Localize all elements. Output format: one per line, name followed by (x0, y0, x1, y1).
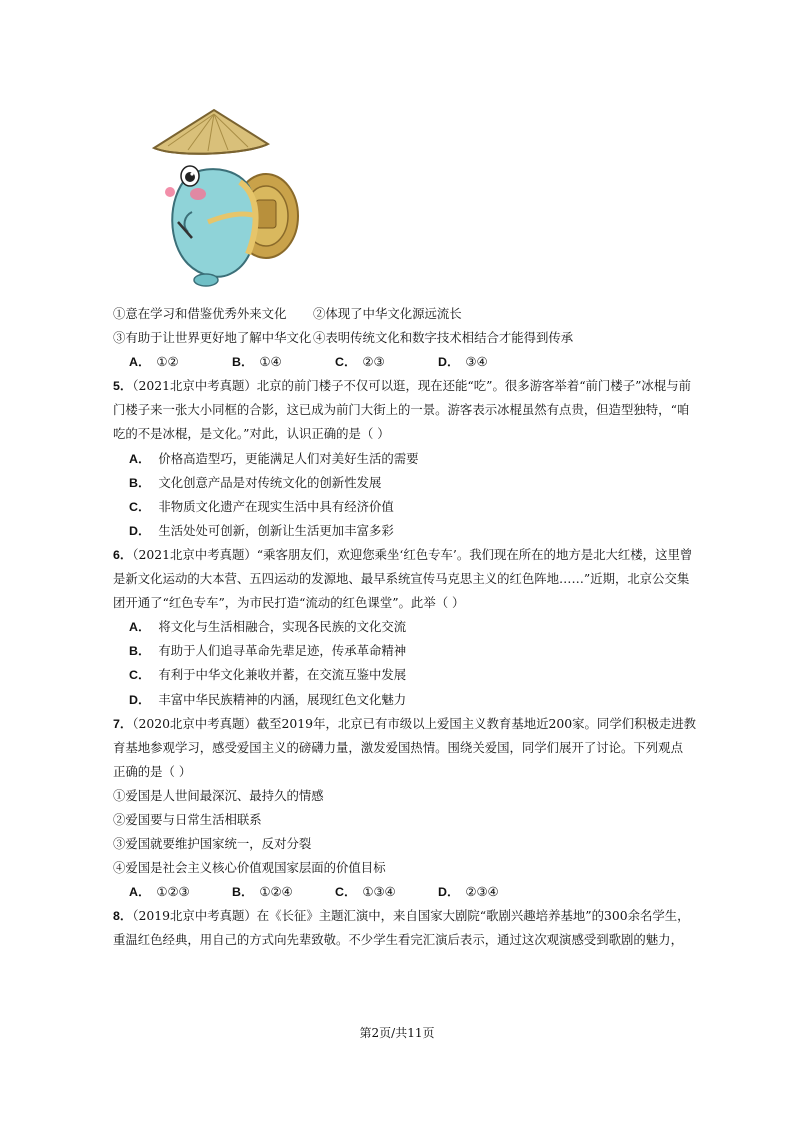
q7-options (113, 880, 693, 904)
q7-number: 7． (113, 716, 133, 731)
q4-statement-4: ④表明传统文化和数字技术相结合才能得到传承 (313, 330, 574, 346)
q4-statements-row-1 (113, 302, 693, 326)
q7-statement-1: ①爱国是人世间最深沉、最持久的情感 (113, 787, 324, 803)
q6-number: 6． (113, 547, 133, 562)
q8-stem-line-1: 8．（2019北京中考真题）在《长征》主题汇演中，来自国家大剧院“歌剧兴趣培养基地”的300余名学生， (113, 908, 690, 924)
q5-choice-a: A． 价格高造型巧，更能满足人们对美好生活的需要 (129, 450, 419, 466)
q6-stem-line-2: 是新文化运动的大本营、五四运动的发源地、最早系统宣传马克思主义的红色阵地……”近期，北京公交集 (113, 571, 690, 587)
page-footer: 第2页/共11页 (359, 1026, 435, 1040)
q7-option-a: A． ①②③ (129, 884, 190, 900)
q4-statement-3: ③有助于让世界更好地了解中华文化 (113, 330, 312, 346)
q7-option-d: D． ②③④ (438, 884, 499, 900)
q5-choice-b: B． 文化创意产品是对传统文化的创新性发展 (129, 474, 382, 490)
q7-stem-line-3: 正确的是（ ） (113, 763, 192, 779)
mascot-illustration (148, 104, 318, 290)
q4-option-b: B． ①④ (232, 354, 282, 370)
q4-statements-row-2 (113, 326, 693, 350)
q6-choice-c: C． 有利于中华文化兼收并蓄，在交流互鉴中发展 (129, 667, 407, 683)
q7-option-b: B． ①②④ (232, 884, 293, 900)
q5-stem-line-2: 门楼子来一张大小同框的合影，这已成为前门大街上的一景。游客表示冰棍虽然有点贵，但造型独特，“咱 (113, 402, 690, 418)
q7-stem-line-2: 育基地参观学习，感受爱国主义的磅礴力量，激发爱国热情。围绕关爱国，同学们展开了讨论。下列观点 (113, 739, 683, 755)
q4-options (113, 350, 693, 374)
q7-option-c: C． ①③④ (335, 884, 396, 900)
q8-number: 8． (113, 909, 133, 924)
q4-statement-1: ①意在学习和借鉴优秀外来文化 (113, 306, 287, 321)
q7-stem-line-1: 7．（2020北京中考真题）截至2019年，北京已有市级以上爱国主义教育基地近200家。同学们积极走进教 (113, 715, 697, 731)
q6-choice-d: D． 丰富中华民族精神的内涵，展现红色文化魅力 (129, 691, 407, 707)
q7-statement-3: ③爱国就要维护国家统一，反对分裂 (113, 836, 312, 852)
q7-statement-2: ②爱国要与日常生活相联系 (113, 811, 262, 827)
q4-option-c: C． ②③ (335, 354, 385, 370)
q4-statement-2: ②体现了中华文化源远流长 (313, 306, 462, 321)
question-content (113, 302, 697, 953)
q4-option-d: D． ③④ (438, 354, 488, 370)
q7-statement-4: ④爱国是社会主义核心价值观国家层面的价值目标 (113, 860, 386, 876)
q5-choice-d: D． 生活处处可创新，创新让生活更加丰富多彩 (129, 522, 394, 538)
q5-choice-c: C． 非物质文化遗产在现实生活中具有经济价值 (129, 498, 394, 514)
q4-option-a: A． ①② (129, 354, 179, 370)
q6-stem-line-1: 6．（2021北京中考真题）“乘客朋友们，欢迎您乘坐‘红色专车’。我们现在所在的地方是北大红楼，这里曾 (113, 546, 693, 562)
q6-choice-b: B． 有助于人们追寻革命先辈足迹，传承革命精神 (129, 643, 407, 659)
q6-choice-a: A． 将文化与生活相融合，实现各民族的文化交流 (129, 619, 407, 635)
q6-stem-line-3: 团开通了“红色专车”，为市民打造“流动的红色课堂”。此举（ ） (113, 595, 465, 611)
q5-stem-line-3: 吃的不是冰棍，是文化。”对此，认识正确的是（ ） (113, 426, 390, 442)
q5-number: 5． (113, 379, 133, 394)
q5-stem-line-1: 5．（2021北京中考真题）北京的前门楼子不仅可以逛，现在还能“吃”。很多游客举着“前门楼子”冰棍与前 (113, 378, 691, 394)
q8-stem-line-2: 重温红色经典，用自己的方式向先辈致敬。不少学生看完汇演后表示，通过这次观演感受到歌剧的魅力， (113, 932, 683, 948)
